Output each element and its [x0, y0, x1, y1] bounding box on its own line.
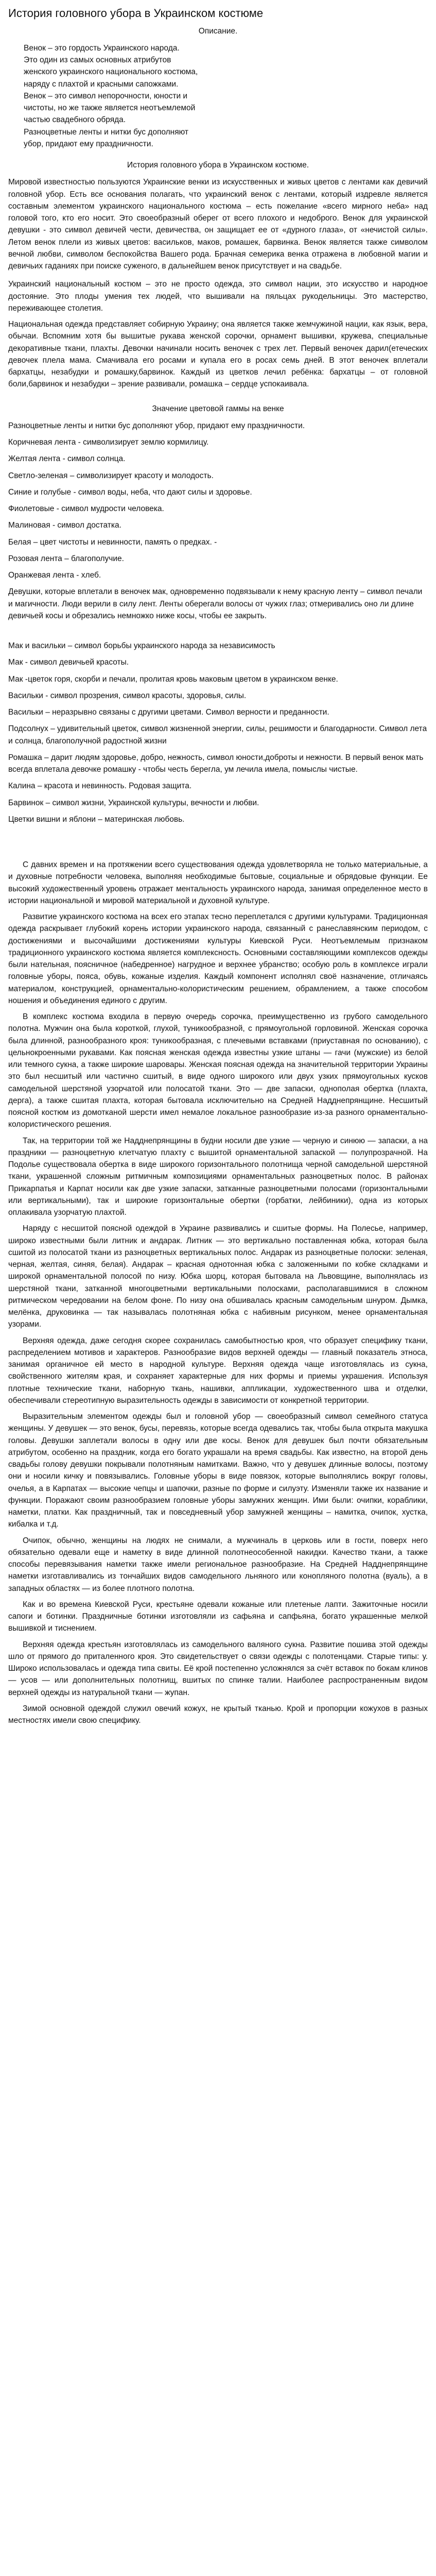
history-paragraph: С давних времен и на протяжении всего существования одежда удовлетворяла не только материальные, а и духовные потребности человека, выполняя необходимые бытовые, социальные и обрядовые функции. Ее высокий художественный уровень отражает ментальность украинского народа, занимая определенное место в истории национальной и мировой материальной и духовной культуре. [8, 860, 428, 905]
poem-line: женского украинского национального костюма, [24, 67, 198, 77]
history-paragraph: Зимой основной одеждой служил овечий кожух, не крытый тканью. Крой и пропорции кожухов в разных местностях имели свою специфику. [8, 1704, 428, 1725]
list-item: Белая – цвет чистоты и невинности, память о предках. - [8, 537, 217, 547]
colors-heading: Значение цветовой гаммы на венке [152, 404, 284, 413]
poem-line: убор, придают ему праздничности. [24, 139, 153, 148]
list-item: Мак - символ девичьей красоты. [8, 658, 129, 667]
history-paragraph: Так, на территории той же Надднепрянщины в будни носили две узкие — черную и синюю — запаски, а на праздники — разноцветную клетчатую плахту с вышитой орнаментальной запаской — полупрозрачной. На Подолье существовала обертка в виде широкого горизонтального полотнища черной самодельной шерстяной ткани, украшенной сложным ритмичным композициями орнаментальных разноцветных полос. В районах Прикарпатья и Карпат носили как две узкие запаски, затканные разноцветными полосами (горизонтальными или вертикальными), так и широкие горизонтальные обертки (горбатки, лейбиники), одна из которых оплакивала узорчатую плахтой. [8, 1136, 428, 1217]
list-item: Светло-зеленая – символизирует красоту и молодость. [8, 471, 214, 480]
history-paragraph: Верхняя одежда, даже сегодня скорее сохранилась самобытностью кроя, что образует специфику ткани, распределением мотивов и характеров. Разнообразие видов верхней одежды — главный показатель этноса, занимая органичное ей место в народной культуре. Верхняя одежда чаще изготовлялась из сукна, свойственного жителям края, и сохраняет характерные для них формы и приемы украшения. Используя плотные технические ткани, наборную ткань, нашивки, аппликации, художественного шва и отделки, обеспечивали стереотипную выразительность одежды в зависимости от конкретной территории. [8, 1336, 428, 1405]
description-heading: Описание. [198, 26, 238, 36]
list-item: Подсолнух – удивительный цветок, символ жизненной энергии, силы, решимости и благодарности. Символ лета и солнца, благополучной радостной жизни [8, 724, 427, 745]
list-item: Мак и васильки – символ борьбы украинского народа за независимость [8, 641, 275, 651]
page-title: История головного убора в Украинском костюме [8, 7, 264, 20]
list-item: Коричневая лента - символизирует землю кормилицу. [8, 438, 209, 447]
history-paragraph: Очипок, обычно, женщины на людях не снимали, а мужчиналь в церковь или в гости, поверх него обязательно одевали еще и наметку в виде длинной полотнеособенной накидки. Качество ткани, а также способы перевязывания наметки также имели региональное разнообразие. На Средней Надднепрянщине наметки изготавливались из тончайших видов самодельного льняного или конопляного полотна (вуаль), а в западных областях — из более плотного полотна. [8, 1536, 428, 1593]
history-paragraph: Верхняя одежда крестьян изготовлялась из самодельного валяного сукна. Развитие пошива этой одежды шло от прямого до приталенного кроя. Это свидетельствует о связи одежды с полотенцами. Старые типы: у. Широко использовалась и одежда типа свиты. Её крой постепенно усложнялся за счёт вставок по бокам клинов — усов — или дополнительных полотнищ, вшитых по спинке талии. Наиболее распространенным видом верхней одежды из натуральной ткани — жупан. [8, 1640, 428, 1697]
history-section [8, 859, 428, 1726]
poem-line: Это один из самых основных атрибутов [24, 56, 171, 65]
poem-line: Разноцветные ленты и нитки бус дополняют [24, 127, 189, 137]
costume-section [8, 278, 428, 390]
list-item: Синие и голубые - символ воды, неба, что дают силы и здоровье. [8, 487, 252, 497]
wreath-poem [24, 42, 428, 150]
poem-line: наряду с плахтой и красными сапожками. [24, 79, 179, 89]
poem-line: частью свадебного обряда. [24, 115, 126, 125]
color-meanings-list [8, 420, 428, 622]
list-item: Малиновая - символ достатка. [8, 521, 121, 530]
costume-paragraph: Украинский национальный костюм – это не просто одежда, это символ нации, это искусство и народное достояние. Это плоды умения тех людей, что вышивали на пяльцах рукодельницы. Это мастерство, переживающее столетия. [8, 280, 428, 313]
history-paragraph: Выразительным элементом одежды был и головной убор — своеобразный символ семейного статуса женщины. У девушек — это венок, бусы, перевязь, которые всегда одевались так, чтобы была открыта макушка головы. Девушки заплетали волосы в одну или две косы. Венок для девушек был почти обязательным атрибутом, особенно на праздник, когда его богато украшали на время свадьбы. Как известно, на второй день свадьбы голову девушки покрывали полотняным намитками. Важно, что у девушек длинные волосы, поэтому они и носили кичку и повязывались. Головные уборы в виде повязок, которые выполнялись вокруг головы, очелья, а в Карпатах — высокие чепцы и шапочки, разные по форме и силуэту. Изменяли также их название и функции. Поражают своим разнообразием головные уборы замужних женщин. Ими были: очипки, кораблики, наметки, платки. Как праздничный, так и повседневный убор замужней женщины – намитка, очипок, хустка, кибалка и т.д. [8, 1412, 428, 1529]
history-paragraph: Как и во времена Киевской Руси, крестьяне одевали кожаные или плетеные лапти. Зажиточные носили сапоги и ботинки. Праздничные ботинки изготовляли из сафьяна и сапфьяна, богато украшенные мелкой вышивкой и тиснением. [8, 1600, 428, 1633]
document-page [8, 4, 428, 2576]
list-item: Барвинок – символ жизни, Украинской культуры, вечности и любви. [8, 798, 259, 807]
list-item: Розовая лента – благополучие. [8, 554, 124, 563]
poem-line: Венок – это символ непорочности, юности и [24, 91, 188, 100]
list-item: Васильки – неразрывно связаны с другими цветами. Символ верности и преданности. [8, 708, 329, 717]
list-item: Ромашка – дарит людям здоровье, добро, нежность, символ юности,доброты и нежности. В первый венок мать всегда вплетала девочке ромашку - чтобы честь берегла, ум лечила имела, помыслы чистые. [8, 753, 424, 774]
intro-paragraph: Мировой известностью пользуются Украинские венки из искусственных и живых цветов с лентами как девичий головной убор. Есть все основания полагать, что украинский венок с лентами, который издревле является составным элементом украинского национального костюма – есть пожелание «всего мирного неба» над головой того, кто его носит. Это своеобразный оберег от всего плохого и недоброго. Венок для украинской девушки - это символ девичей чести, девичества, он защищает ее от «дурного глаза», от «нечистой силы». Летом венок плели из живых цветов: васильков, маков, ромашек, барвинка. Венок является также символом вечной любви, символом беспокойства Вашего рода. Брачная семерика венка отражена в любовной магии и девичьих гаданиях при поиске суженого, в дальнейшем венок присутствует и на свадьбе. [8, 178, 428, 271]
list-item: Васильки - символ прозрения, символ красоты, здоровья, силы. [8, 691, 247, 700]
list-item: Калина – красота и невинность. Родовая защита. [8, 782, 192, 791]
list-item: Оранжевая лента - хлеб. [8, 571, 101, 580]
list-item: Фиолетовые - символ мудрости человека. [8, 504, 164, 514]
history-heading: История головного убора в Украинском костюме. [127, 161, 309, 170]
history-paragraph: В комплекс костюма входила в первую очередь сорочка, преимущественно из грубого самодельного полотна. Мужчин она была короткой, глухой, туникообразной, с прямоугольной горловиной. Женская сорочка была длинной, разнообразного кроя: туникообразная, с плечевыми вставками (приуставная по основанию), с цельнокроенными рукавами. Как поясная женская одежда известны узкие штаны — гачи (мужские) из белой или темного сукна, а также широкие шаровары. Женская поясная одежда на значительной территории Украины это был несшитый или частично сшитый, в виде одного широкого или двух узких прямоугольных кусков самодельной шерстяной узорчатой или полосатой ткани. Это — две запаски, однополая обертка (плахта, дерга), а также сшитая плахта, которая бытовала исключительно на Средней Надднепрянщине. Несшитый поясной костюм из домотканой шерсти имел немалое локальное разнообразие из-за разного орнаментально-колористического решения. [8, 1012, 428, 1129]
list-item: Желтая лента - символ солнца. [8, 454, 126, 464]
ribbons-paragraph: Девушки, которые вплетали в веночек мак, одновременно подвязывали к нему красную ленту – символ печали и магичности. Люди верили в силу лент. Ленты оберегали волосы от чужих глаз; отмеривались оно ли длине девичьей косы и обрезались немножко ниже косы, чтобы ее закрыть. [8, 587, 423, 620]
list-item: Цветки вишни и яблони – материнская любовь. [8, 815, 185, 824]
list-item: Разноцветные ленты и нитки бус дополняют убор, придают ему праздничности. [8, 421, 305, 430]
poem-line: Венок – это гордость Украинского народа. [24, 43, 180, 53]
costume-paragraph: Национальная одежда представляет собирную Украину; она является также жемчужиной нации, как язык, вера, обычаи. Вспомним хотя бы вышитые рукава женской сорочки, орнамент вышивки, кружева, специальные декоративные ткани, плахты. Девочки начинали носить веночек с трех лет. Первый веночек дарил(етеческих девочек плела мама. Смачивала его росами и купала его в росах семь дней. В этот веночек вплетали бархатцы, незабудки и ромашку,барвинок. Каждый из цветков лечил ребёнка: бархатцы – от головной боли,барвинок и незабудки – зрение развивали, ромашка – сердце успокаивала. [8, 320, 428, 389]
list-item: Мак -цветок горя, скорби и печали, пролитая кровь маковым цветом в украинском венке. [8, 674, 338, 684]
history-paragraph: Наряду с несшитой поясной одеждой в Украине развивались и сшитые формы. На Полесье, например, широко известными были литник и андарак. Литник — это вертикально поставленная юбка, которая была сшитой из полосатой ткани из разноцветных вертикальных полос. Андарак из разноцветные полоски: зеленая, черная, желтая, синяя, белая). Андарак – красная однотонная юбка с заложенными по кобке складками и широкой орнаментальной полосой по низу. Юбка шорц, которая бытовала на Львовщине, выполнялась из шерстяной ткани, затканной многоцветными вертикальными полосками, располагавшимися в сложном ритмическом чередовании на белом фоне. По низу она обшивалась красным самодельным шнуром. Дымка, мелёнка, друковинка — так называлась полотняная юбка с набивным рисунком, менее орнаментальная узорами. [8, 1224, 428, 1329]
poem-line: чистоты, но же также является неотъемлемой [24, 104, 196, 113]
history-paragraph: Развитие украинского костюма на всех его этапах тесно переплетался с другими культурами. Традиционная одежда раскрывает глубокий корень истории украинского народа, связанный с ранеславянским периодом, с достижениями и высочайшими достижениями культуры Киевской Руси. Неотъемлемым признаком традиционного украинского костюма является комплексность. Основными составляющими комплексов одежды были нательная, поясничное (набедренное) нагрудное и верхнее убранство; особую роль в комплексе играли головные уборы, пояса, обувь, кожаные изделия. Каждый компонент исполнял своё назначение, отличаясь материалом, конструкцией, орнаментально-колористическим решением, обрамлением, а также способом ношения и объединения единого с другим. [8, 912, 428, 1005]
flowers-list [8, 640, 428, 825]
